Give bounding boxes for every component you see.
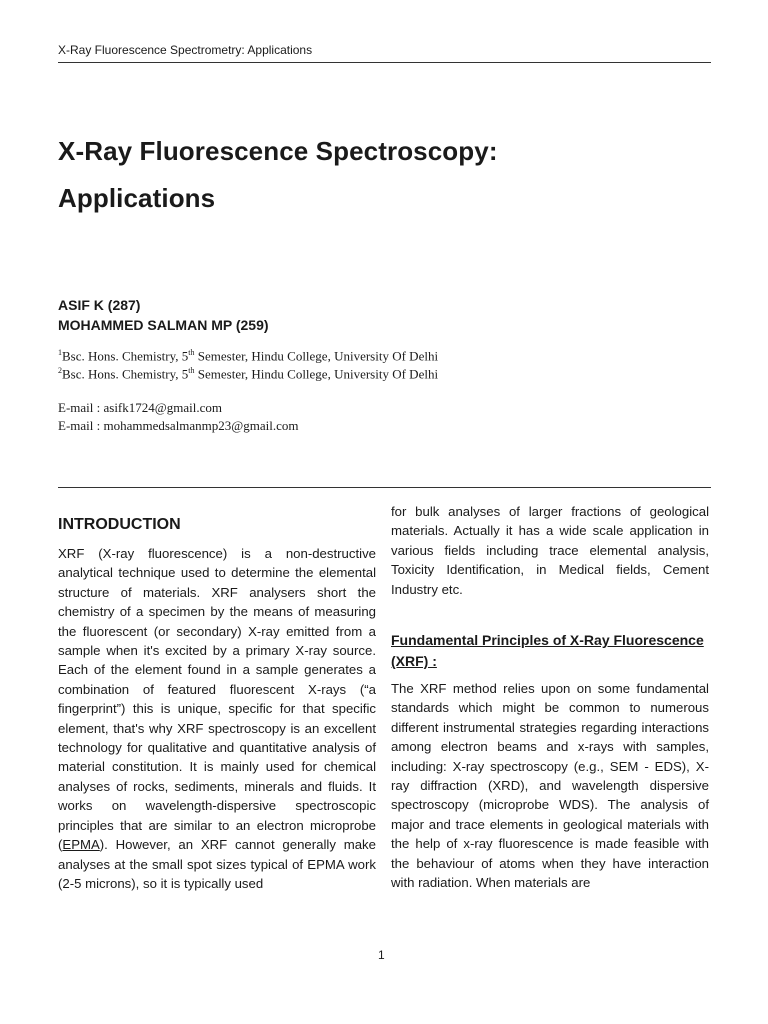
epma-link[interactable]: EPMA bbox=[62, 837, 100, 853]
affiliation bbox=[58, 348, 438, 364]
affiliation-text: Bsc. Hons. Chemistry, 5 bbox=[62, 348, 189, 364]
continuation-paragraph: for bulk analyses of larger fractions of geological materials. Actually it has a wide scale application in various fields including trace elemental analysis, Toxicity Identification, in Medical fields, Cement Industry etc. bbox=[391, 504, 709, 597]
principles-heading: Fundamental Principles of X-Ray Fluorescence (XRF) : bbox=[391, 632, 704, 669]
header-divider bbox=[58, 62, 711, 63]
paper-title-line-2: Applications bbox=[58, 183, 216, 213]
section-divider bbox=[58, 487, 711, 488]
email-line: E-mail : asifk1724@gmail.com bbox=[58, 400, 222, 415]
principles-paragraph: The XRF method relies upon on some fundamental standards which might be common to numerous different instrumental strategies regarding interactions among electron beams and x-rays with samples, including: X-ray spectroscopy (e.g., SEM - EDS), X-ray diffraction (XRD), and wavelength dispersive spectroscopy (microprobe WDS). The analysis of major and trace elements in geological materials with the help of x-ray fluorescence is made feasible with the behaviour of atoms when they have interaction with radiation. When materials are bbox=[391, 681, 709, 891]
intro-heading: INTRODUCTION bbox=[58, 516, 181, 533]
affiliation-marker: 1 bbox=[58, 348, 62, 357]
paper-title-line-1: X-Ray Fluorescence Spectroscopy: bbox=[58, 136, 498, 166]
intro-paragraph bbox=[58, 544, 376, 893]
author-name: ASIF K (287) bbox=[58, 297, 141, 313]
affiliation-ordinal: th bbox=[188, 366, 195, 375]
affiliation-text: Semester, Hindu College, University Of Delhi bbox=[194, 366, 439, 382]
author-name: MOHAMMED SALMAN MP (259) bbox=[58, 317, 269, 333]
running-header: X-Ray Fluorescence Spectrometry: Applications bbox=[58, 43, 313, 57]
affiliation bbox=[58, 366, 438, 382]
affiliation-ordinal: th bbox=[188, 348, 195, 357]
affiliation-marker: 2 bbox=[58, 366, 62, 375]
email-line: E-mail : mohammedsalmanmp23@gmail.com bbox=[58, 418, 299, 433]
affiliation-text: Bsc. Hons. Chemistry, 5 bbox=[62, 366, 189, 382]
intro-text: XRF (X-ray fluorescence) is a non-destructive analytical technique used to determine the elemental structure of materials. XRF analysers short the chemistry of a specimen by the means of measuring the fluorescent (or secondary) X-ray emitted from a sample when it's excited by a primary X-ray source. Each of the element found in a sample generates a combination of featured fluorescent X-rays (“a fingerprint”) this is unique, specific for that specific element, that's why XRF spectroscopy is an excellent technology for qualitative and quantitative analysis of material constitution. It is mainly used for chemical analyses of rocks, sediments, minerals and fluids. It works on wavelength-dispersive spectroscopic principles that are similar to an electron microprobe ( bbox=[58, 546, 376, 853]
page-number: 1 bbox=[378, 948, 385, 962]
affiliation-text: Semester, Hindu College, University Of Delhi bbox=[194, 348, 439, 364]
intro-text: ). However, an XRF cannot generally make analyses at the small spot sizes typical of EPMA work (2-5 microns), so it is typically used bbox=[58, 837, 376, 891]
